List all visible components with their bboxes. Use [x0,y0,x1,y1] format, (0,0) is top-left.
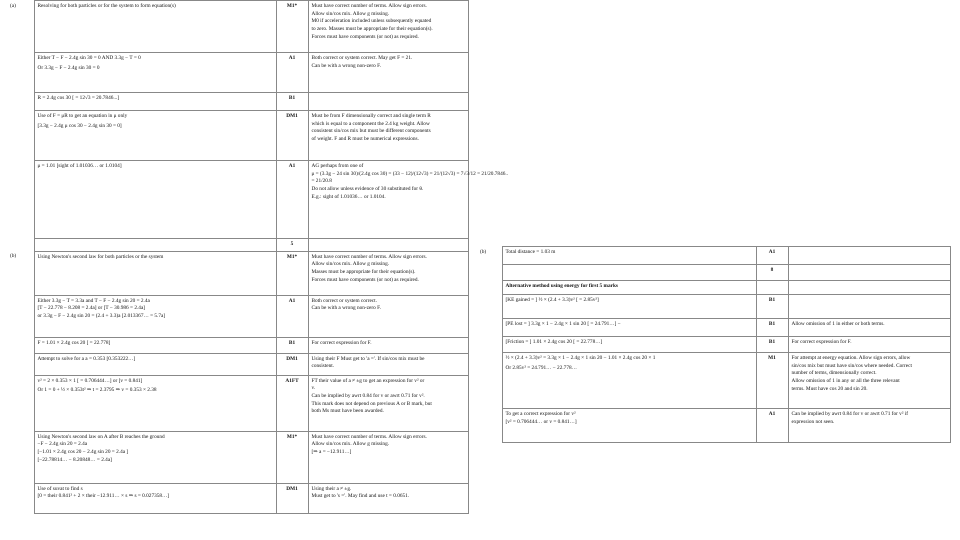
mark-scheme-row [8,53,468,93]
question-part-label [478,265,502,281]
guidance-line: both Ms must have been awarded. [311,408,384,415]
question-part-label [8,431,34,483]
guidance-line: Can be implied by awrt 0.84 for v or awrt 0.71 for v². [311,393,425,400]
answer-line: or 3.3g − F − 2.4g sin 20 = (2.4 + 3.3)a [2.013367… = 5.7a] [37,313,166,320]
mark-scheme-row [478,409,950,443]
guidance-cell [788,295,950,319]
mark-code: A1 [756,409,788,443]
answer-cell [502,281,756,295]
mark-scheme-table-right [478,246,951,443]
guidance-line: of weight. F and R must be numerical expressions. [311,136,419,143]
answer-cell [34,53,276,93]
question-part-label [8,111,34,161]
guidance-line: number of terms, dimensionally correct. [791,370,877,377]
mark-scheme-row [8,239,468,252]
answer-cell [502,337,756,353]
mark-scheme-row [478,353,950,409]
mark-scheme-row [8,483,468,513]
answer-line: μ = 1.01 [sight of 1.01036… or 1.0104] [37,163,122,169]
mark-scheme-row [478,337,950,353]
answer-cell [34,111,276,161]
mark-code: M1* [276,1,308,53]
guidance-line: Forces must have components (or not) as required. [311,276,419,283]
guidance-line: Allow omission of 1 in either or both terms. [791,321,885,327]
answer-line: Using Newton's second law for both particles or the system [37,253,164,260]
guidance-line: FT their value of a ≠ ±g to get an expression for v² or [311,377,425,384]
guidance-cell [308,93,468,111]
mark-code: DM1 [276,111,308,161]
answer-line: Either 3.3g − T = 3.3a and T − F − 2.4g sin 20 = 2.4a [37,297,150,304]
guidance-line: v. [311,385,316,392]
mark-scheme-row [8,1,468,53]
answer-cell [34,375,276,431]
answer-line: [0 = their 0.841² + 2 × their −12.911… × s ⇒ s = 0.027358…] [37,493,170,500]
guidance-cell [788,281,950,295]
guidance-line: E.g.: sight of 1.01036… or 1.0104. [311,193,386,200]
question-part-label [8,375,34,431]
mark-scheme-left-page [8,0,509,514]
guidance-cell [788,265,950,281]
mark-scheme-row [8,375,468,431]
guidance-line: Forces must have components (or not) as required. [311,33,419,40]
guidance-line: = 21/20.8 [311,178,332,185]
mark-scheme-row [8,111,468,161]
mark-code: 5 [276,239,308,252]
mark-code: 8 [756,265,788,281]
guidance-line: Allow omission of 1 in any or all the three relevant [791,378,900,385]
guidance-cell [308,53,468,93]
guidance-cell [308,375,468,431]
question-part-label [478,337,502,353]
mark-scheme-row [8,353,468,375]
question-part-label: (a) [10,2,16,9]
guidance-line: M0 if acceleration included unless subsequently equated [311,18,432,25]
answer-line: [PE lost = ] 3.3g × 1 − 2.4g × 1 sin 20 [ = 24.791…] − [505,321,621,327]
guidance-line: Both correct or system correct. [311,297,377,304]
answer-cell [34,431,276,483]
answer-cell [502,353,756,409]
mark-scheme-right-page [478,246,950,443]
question-part-label [8,93,34,111]
mark-scheme-row [8,431,468,483]
question-part-label [478,281,502,295]
answer-line: [Friction = ] 1.01 × 2.4g cos 20 [ = 22.778…] [505,339,603,345]
question-part-label [8,337,34,353]
answer-line: [KE gained = ] ½ × (2.4 + 3.3)v² [ = 2.85v²] [505,297,599,303]
guidance-cell [308,161,509,239]
answer-line: [v² = 0.706444… or v = 0.841…] [505,418,577,425]
question-part-label [8,161,34,239]
guidance-line: consistent sin/cos mix but must be different components [311,128,431,135]
answer-cell [502,409,756,443]
question-part-label [478,319,502,337]
guidance-line: Must get to 's ='. May find and use t = 0.0651. [311,493,410,500]
guidance-line: For attempt at energy equation. Allow sign errors, allow [791,355,911,361]
answer-cell [34,295,276,337]
guidance-line: For correct expression for F. [791,339,852,345]
answer-cell [34,93,276,111]
answer-line [506,267,753,269]
question-part-label [478,409,502,443]
answer-line: Using Newton's second law on A after B reaches the ground [37,433,165,440]
guidance-line: which is equal to a component the 2.4 kg weight. Allow [311,120,430,127]
question-part-label [478,295,502,319]
guidance-cell [308,431,468,483]
guidance-line: Must have correct number of terms. Allow sign errors. [311,253,427,260]
answer-cell [34,161,276,239]
mark-code: M1* [276,431,308,483]
answer-line: Either T − F − 2.4g sin 30 = 0 AND 3.3g − T = 0 [37,55,141,61]
guidance-line: This mark does not depend on previous A or B mark, but [311,400,432,407]
mark-code: A1 [276,295,308,337]
answer-cell [502,265,756,281]
mark-scheme-row [478,295,950,319]
guidance-cell [788,337,950,353]
mark-code: M1 [756,353,788,409]
guidance-line: Can be with a wrong non-zero F. [311,305,381,312]
mark-code: M1* [276,251,308,295]
mark-code: A1 [276,161,308,239]
guidance-line: Allow sin/cos mix. Allow g missing. [311,441,390,448]
mark-scheme-row [478,247,950,265]
answer-cell [34,483,276,513]
mark-code: A1FT [276,375,308,431]
answer-cell [34,337,276,353]
guidance-cell [788,247,950,265]
guidance-line: [⇒ a = −12.911…] [311,449,352,456]
guidance-cell [788,409,950,443]
answer-line: Alternative method using energy for first 5 marks [505,283,618,289]
mark-code: B1 [756,295,788,319]
answer-line: Use of suvat to find s [37,485,83,492]
question-part-label [8,53,34,93]
mark-code: B1 [276,93,308,111]
mark-scheme-row [8,295,468,337]
guidance-cell [308,239,468,252]
mark-scheme-row [478,319,950,337]
answer-line: Resolving for both particles or for the system to form equation(s) [37,3,176,9]
guidance-line: Must have correct number of terms. Allow sign errors. [311,433,427,440]
answer-line: F = 1.01 × 2.4g cos 20 [ = 22.778] [37,339,111,346]
guidance-line: Both correct or system correct. May get F = 21. [311,55,413,61]
guidance-cell [308,251,468,295]
answer-line: [−22.78814… − 8.20848… = 2.4a] [37,456,112,463]
mark-code [756,281,788,295]
guidance-cell [788,319,950,337]
guidance-line: Using their a ≠ ±g. [311,485,352,492]
answer-cell [34,1,276,53]
guidance-line: consistent. [311,363,335,370]
answer-line: v² = 2 × 0.353 × 1 [ = 0.706444…] or [v = 0.841] [37,377,143,384]
guidance-line: For correct expression for F. [311,339,372,346]
guidance-line: Must have correct number of terms. Allow sign errors. [311,3,427,9]
mark-code: DM1 [276,353,308,375]
answer-line: R = 2.4g cos 30 [ = 12√3 = 20.7846...] [37,95,120,101]
mark-scheme-row [478,265,950,281]
answer-line: To get a correct expression for v² [505,411,576,417]
answer-line: [T − 22.778 − 8.208 = 2.4a] or [T − 30.986 = 2.4a] [37,305,146,312]
answer-line: Total distance = 1.03 m [505,249,556,255]
answer-line: Attempt to solve for a a = 0.353 [0.353222…] [37,355,136,362]
mark-code: B1 [756,319,788,337]
guidance-line: Do not allow unless evidence of 30 substituted for θ. [311,186,424,193]
answer-cell [34,239,276,252]
answer-line: Or 2.85v² = 24.791… − 22.778… [505,364,577,371]
question-part-label [8,483,34,513]
guidance-cell [308,337,468,353]
mark-scheme-table-left [8,0,509,514]
guidance-line: Allow sin/cos mix. Allow g missing. [311,261,390,268]
question-part-label [478,353,502,409]
guidance-cell [308,295,468,337]
guidance-cell [308,111,468,161]
guidance-line: to zero. Masses must be appropriate for their equation(s). [311,26,433,33]
mark-code: B1 [276,337,308,353]
answer-cell [34,353,276,375]
question-part-label: (b) [480,248,487,255]
mark-scheme-row [478,281,950,295]
guidance-line: sin/cos mix but must have sin/cos where needed. Correct [791,362,912,369]
answer-line: ½ × (2.4 + 3.3)v² = 3.3g × 1 − 2.4g × 1 sin 20 − 1.01 × 2.4g cos 20 × 1 [505,355,656,361]
guidance-line: Can be with a wrong non-zero F. [311,62,381,69]
guidance-line: Allow sin/cos mix. Allow g missing. [311,10,390,17]
guidance-line: Can be implied by awrt 0.84 for v or awrt 0.71 for v² if [791,411,908,417]
answer-cell [34,251,276,295]
guidance-line: expression not seen. [791,418,835,425]
question-part-label [8,295,34,337]
mark-code: A1 [756,247,788,265]
mark-scheme-row [8,93,468,111]
answer-cell [502,295,756,319]
answer-line: Or 1 = 0 + ½ × 0.353t² ⇒ t = 2.3795 ⇒ v = 0.353 × 2.38 [37,387,157,394]
mark-scheme-row [8,251,468,295]
answer-line [38,241,273,243]
answer-line: Use of F = μR to get an equation in μ only [37,113,128,119]
answer-cell [502,247,756,265]
mark-scheme-row [8,161,468,239]
question-part-label: (b) [10,253,17,260]
guidance-line: terms. Must have cos 20 and sin 20. [791,385,868,392]
guidance-line: Masses must be appropriate for their equation(s). [311,269,416,276]
guidance-line: Must be from F dimensionally correct and single term R [311,113,431,119]
guidance-cell [308,1,468,53]
mark-code: A1 [276,53,308,93]
mark-code: DM1 [276,483,308,513]
answer-line: Or 3.3g − F − 2.4g sin 30 = 0 [37,64,100,71]
answer-line: −F − 2.4g sin 20 = 2.4a [37,441,88,448]
mark-code: B1 [756,337,788,353]
guidance-cell [788,353,950,409]
question-part-label [8,239,34,252]
mark-scheme-row [8,337,468,353]
answer-line: [−1.01 × 2.4g cos 20 − 2.4g sin 20 = 2.4a ] [37,449,129,456]
guidance-cell [308,483,468,513]
answer-line: [3.3g − 2.4g μ cos 30 − 2.4g sin 30 = 0] [37,122,122,129]
guidance-cell [308,353,468,375]
answer-cell [502,319,756,337]
guidance-line: μ = (3.3g − 24 sin 30)/(2.4g cos 30) = (33 − 12)/(12√3) = 21/(12√3) = 7√3/12 = 21/20.7846.. [311,170,509,177]
question-part-label [8,353,34,375]
guidance-line: AG perhaps from one of [311,163,364,169]
guidance-line: Using their F Must get to 'a ='. If sin/cos mix must be [311,355,425,362]
